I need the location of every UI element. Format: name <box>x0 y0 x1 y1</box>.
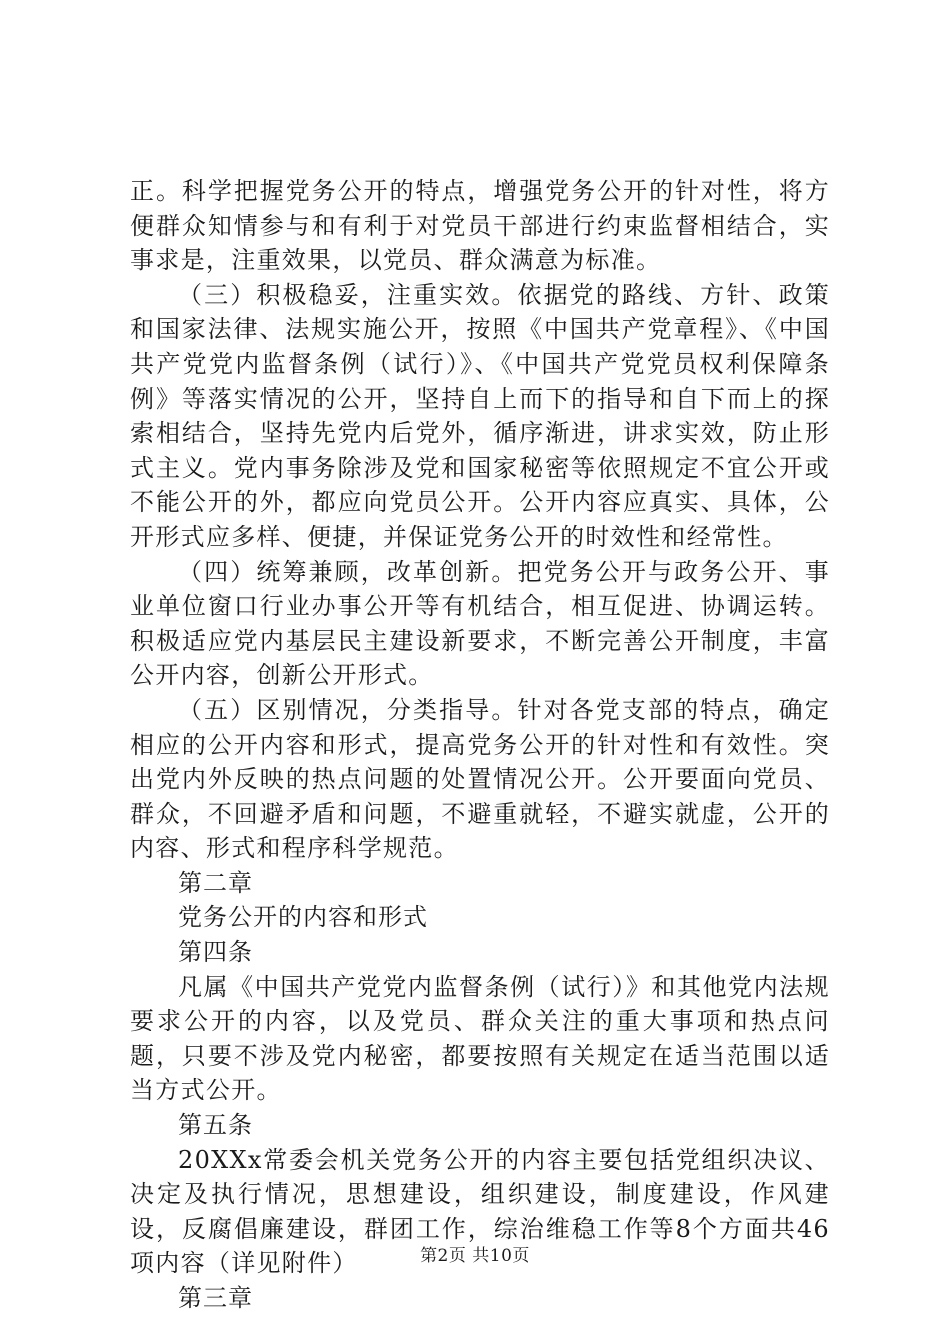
paragraph: 凡属《中国共产党党内监督条例（试行）》和其他党内法规要求公开的内容，以及党员、群众关注的重大事项和热点问题，只要不涉及党内秘密，都要按照有关规定在适当范围以适当方式公开。 <box>130 972 830 1105</box>
paragraph: （五）区别情况，分类指导。针对各党支部的特点，确定相应的公开内容和形式，提高党务公开的针对性和有效性。突出党内外反映的热点问题的处置情况公开。公开要面向党员、群众，不回避矛盾和问题，不避重就轻，不避实就虚，公开的内容、形式和程序科学规范。 <box>130 695 830 863</box>
paragraph: （三）积极稳妥，注重实效。依据党的路线、方针、政策和国家法律、法规实施公开，按照《中国共产党章程》、《中国共产党党内监督条例（试行）》、《中国共产党党员权利保障条例》等落实情况的公开，坚持自上而下的指导和自下而上的探索相结合，坚持先党内后党外，循序渐进，讲求实效，防止形式主义。党内事务除涉及党和国家秘密等依照规定不宜公开或不能公开的外，都应向党员公开。公开内容应真实、具体，公开形式应多样、便捷，并保证党务公开的时效性和经常性。 <box>130 280 830 551</box>
paragraph: （四）统筹兼顾，改革创新。把党务公开与政务公开、事业单位窗口行业办事公开等有机结合，相互促进、协调运转。积极适应党内基层民主建设新要求，不断完善公开制度，丰富公开内容，创新公开形式。 <box>130 557 830 690</box>
chapter-heading: 第三章 <box>178 1284 253 1312</box>
document-body <box>130 174 830 1316</box>
article-heading: 第五条 <box>178 1111 253 1140</box>
paragraph: 正。科学把握党务公开的特点，增强党务公开的针对性，将方便群众知情参与和有利于对党员干部进行约束监督相结合，实事求是，注重效果，以党员、群众满意为标准。 <box>130 177 830 275</box>
article-heading: 第四条 <box>178 938 253 967</box>
chapter-title: 党务公开的内容和形式 <box>178 903 428 932</box>
page-number: 第2页 共10页 <box>420 1246 530 1266</box>
chapter-heading: 第二章 <box>178 868 253 897</box>
paragraph: 20XXx常委会机关党务公开的内容主要包括党组织决议、决定及执行情况，思想建设，组织建设，制度建设，作风建设，反腐倡廉建设，群团工作，综治维稳工作等8个方面共46项内容（详见附件） <box>130 1145 830 1278</box>
